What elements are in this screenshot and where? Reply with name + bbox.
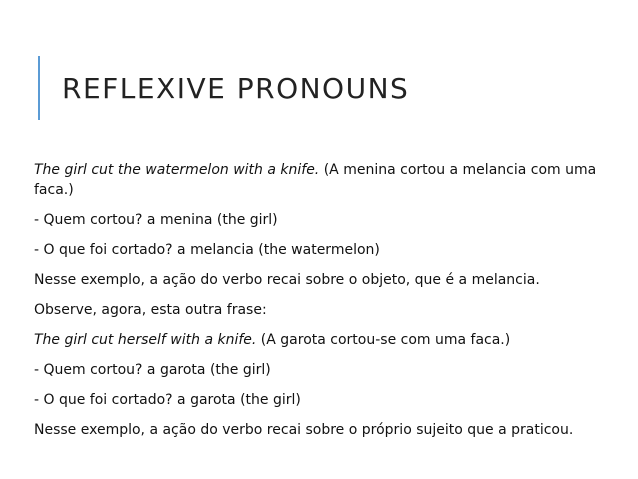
paragraph-example-1 bbox=[34, 160, 614, 200]
paragraph-example-2 bbox=[34, 330, 614, 350]
example-1-english: The girl cut the watermelon with a knife. bbox=[34, 162, 320, 178]
paragraph-question-who-1: - Quem cortou? a menina (the girl) bbox=[34, 212, 278, 228]
example-2-english: The girl cut herself with a knife. bbox=[34, 332, 257, 348]
paragraph-question-who-2: - Quem cortou? a garota (the girl) bbox=[34, 362, 271, 378]
slide-body bbox=[34, 160, 614, 450]
paragraph-question-what-1: - O que foi cortado? a melancia (the watermelon) bbox=[34, 242, 380, 258]
paragraph-explanation-1: Nesse exemplo, a ação do verbo recai sobre o objeto, que é a melancia. bbox=[34, 272, 540, 288]
example-2-translation: (A garota cortou-se com uma faca.) bbox=[256, 332, 511, 348]
example-1-translation: (A menina cortou a melancia com uma faca.) bbox=[34, 162, 597, 198]
paragraph-transition: Observe, agora, esta outra frase: bbox=[34, 302, 267, 318]
slide-title: REFLEXIVE PRONOUNS bbox=[62, 72, 410, 105]
title-accent-bar bbox=[38, 56, 40, 120]
paragraph-question-what-2: - O que foi cortado? a garota (the girl) bbox=[34, 392, 301, 408]
paragraph-explanation-2: Nesse exemplo, a ação do verbo recai sobre o próprio sujeito que a praticou. bbox=[34, 422, 574, 438]
